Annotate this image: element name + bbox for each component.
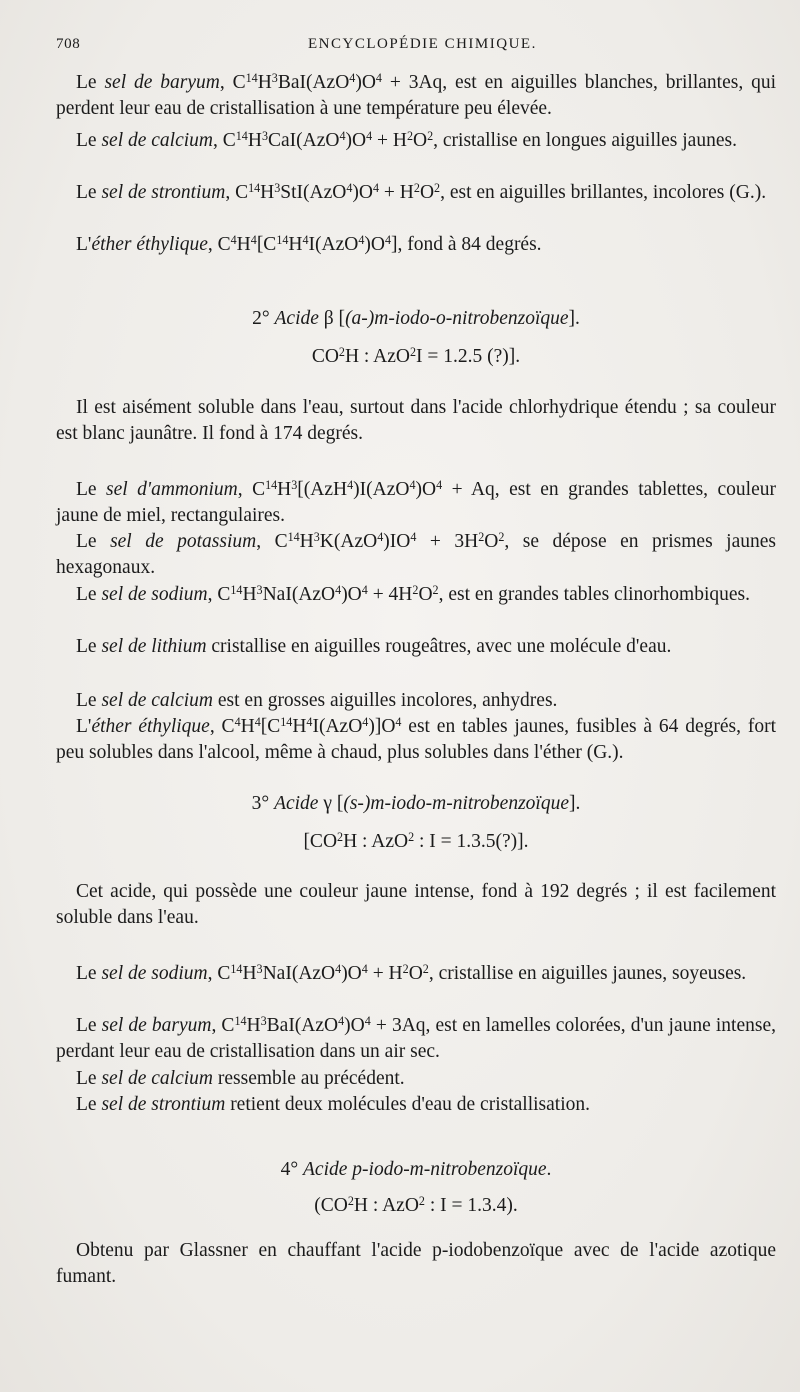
paragraph-sodium-salt: Le sel de sodium, $C^{14}H^3NaI(AzO^4)O^4 + 4H^2O^2$, est en grandes tables clinorhombiques. (76, 582, 750, 605)
paragraph-ethyl-ether: L'éther éthylique, $C^4H^4[C^{14}H^4I(AzO^4)O^4]$, fond à 84 degrés. (76, 232, 542, 255)
paragraph-potassium-salt: Le sel de potassium, $C^{14}H^3K(AzO^4)IO^4 + 3H^2O^2$, se dépose en prismes jaunes hexagonaux. (56, 529, 776, 578)
page-number: 708 (56, 36, 81, 52)
section-heading-3: 3° Acide γ [(s-)m-iodo-m-nitrobenzoïque]. (251, 793, 581, 814)
paragraph-barium-salt: Le sel de baryum, $C^{14}H^3BaI(AzO^4)O^4 + 3Aq$, est en aiguilles blanches, brillantes, qui perdent leur eau de cristallisation à une température peu élevée. (56, 70, 776, 119)
section-formula-2: $CO^2H$ : AzO$^2$I = 1.2.5 (?)]. (311, 344, 521, 367)
paragraph-ammonium-salt: Le sel d'ammonium, $C^{14}H^3[(AzH^4)I(AzO^4)O^4 + Aq$, est en grandes tablettes, couleur jaune de miel, rectangulaires. (56, 477, 776, 526)
paragraph-strontium-salt-3: Le sel de strontium retient deux molécules d'eau de cristallisation. (76, 1094, 590, 1115)
paragraph-sodium-salt-3: Le sel de sodium, $C^{14}H^3NaI(AzO^4)O^4 + H^2O^2$, cristallise en aiguilles jaunes, soyeuses. (76, 961, 747, 984)
paragraph-ethyl-ether-2: L'éther éthylique, $C^4H^4[C^{14}H^4I(AzO^4)]O^4$ est en tables jaunes, fusibles à 64 degrés, fort peu solubles dans l'alcool, même à chaud, plus solubles dans l'éther (G.). (56, 714, 777, 763)
running-header (56, 36, 770, 60)
paragraph-strontium-salt: Le sel de strontium, $C^{14}H^3StI(AzO^4)O^4 + H^2O^2$, est en aiguilles brillantes, incolores (G.). (76, 180, 767, 203)
paragraph-calcium-salt: Le sel de calcium, $C^{14}H^3CaI(AzO^4)O^4 + H^2O^2$, cristallise en longues aiguilles jaunes. (76, 128, 737, 151)
paragraph-lithium-salt: Le sel de lithium cristallise en aiguilles rougeâtres, avec une molécule d'eau. (76, 636, 672, 657)
paragraph-solubility: Il est aisément soluble dans l'eau, surtout dans l'acide chlorhydrique étendu ; sa couleur est blanc jaunâtre. Il fond à 174 degrés. (56, 397, 776, 444)
paragraph-calcium-salt-3: Le sel de calcium ressemble au précédent. (76, 1068, 405, 1089)
section-formula-3: [$CO^2H$ : AzO$^2$ : I = 1.3.5(?)]. (303, 829, 529, 852)
section-heading-2: 2° Acide β [(a-)m-iodo-o-nitrobenzoïque]. (252, 308, 580, 329)
paragraph-barium-salt-3: Le sel de baryum, $C^{14}H^3BaI(AzO^4)O^4 + 3Aq$, est en lamelles colorées, d'un jaune intense, perdant leur eau de cristallisation dans un air sec. (56, 1013, 776, 1062)
paragraph-calcium-salt-2: Le sel de calcium est en grosses aiguilles incolores, anhydres. (76, 690, 558, 711)
running-title: ENCYCLOPÉDIE CHIMIQUE. (308, 36, 537, 52)
paragraph-glassner: Obtenu par Glassner en chauffant l'acide p-iodobenzoïque avec de l'acide azotique fumant. (56, 1240, 776, 1287)
section-heading-4: 4° Acide p-iodo-m-nitrobenzoïque. (280, 1159, 552, 1180)
paragraph-acid-properties: Cet acide, qui possède une couleur jaune intense, fond à 192 degrés ; il est facilement soluble dans l'eau. (56, 881, 776, 928)
section-formula-4: ($CO^2H$ : AzO$^2$ : I = 1.3.4). (314, 1193, 518, 1216)
